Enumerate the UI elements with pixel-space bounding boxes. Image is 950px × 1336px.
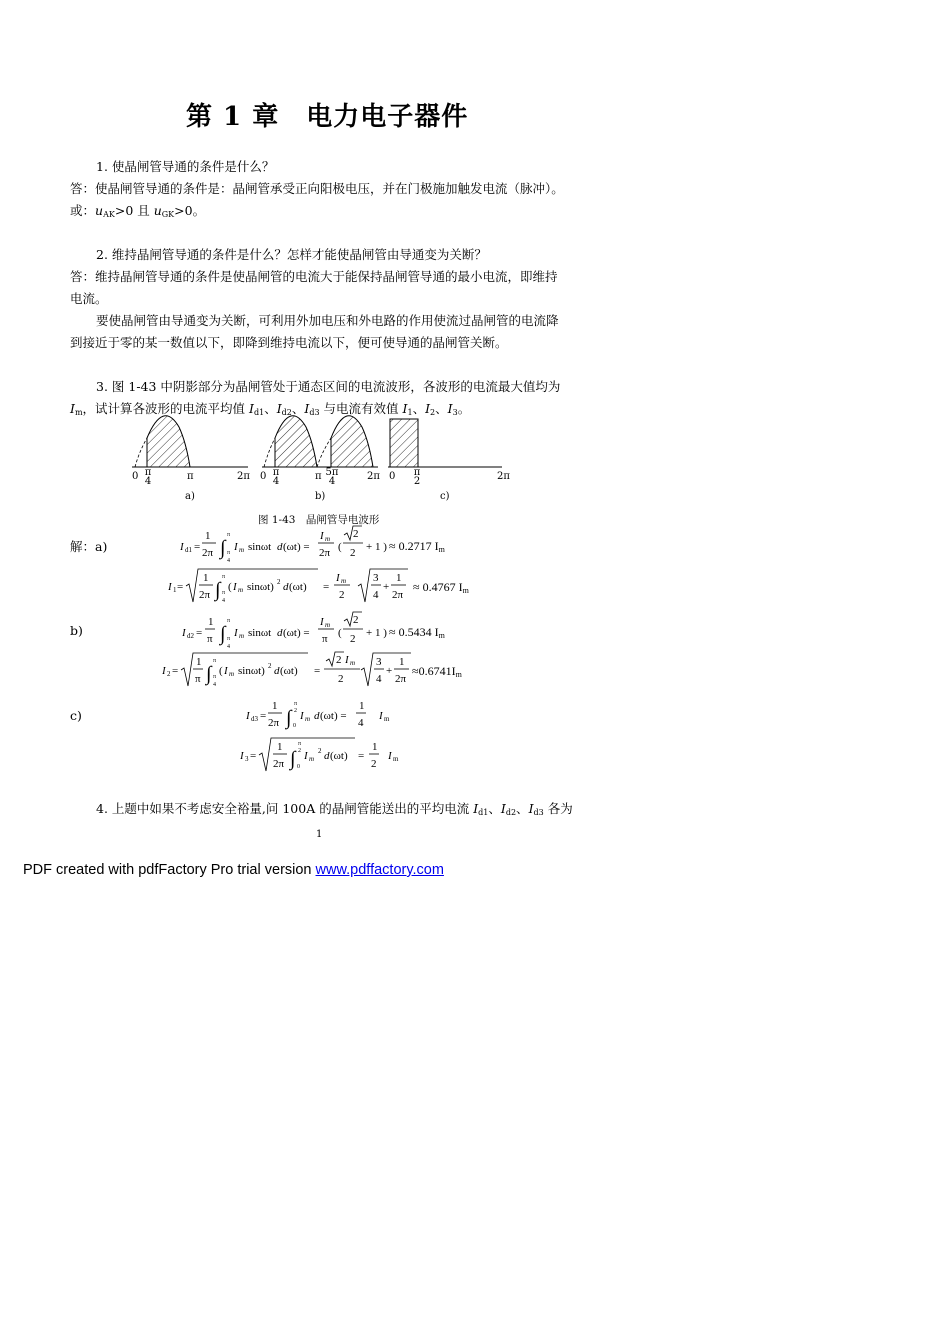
svg-text:I: I: [168, 581, 172, 593]
svg-text:I: I: [304, 750, 308, 762]
tick-a-0: 0: [132, 471, 139, 482]
tick-c-pi2: π 2: [413, 467, 421, 487]
svg-text:=: =: [323, 581, 330, 593]
svg-text:I: I: [233, 581, 237, 593]
svg-text:2: 2: [318, 747, 322, 755]
svg-text:2: 2: [277, 578, 281, 586]
svg-text:3: 3: [373, 572, 379, 584]
tick-c-2pi: 2π: [497, 471, 510, 482]
svg-text:∫: ∫: [286, 707, 292, 729]
footer-text: PDF created with pdfFactory Pro trial version: [23, 862, 316, 878]
tick-a-pi: π: [187, 471, 194, 482]
svg-text:(ωt) =: (ωt) =: [283, 541, 310, 553]
svg-text:2: 2: [268, 662, 272, 670]
svg-text:2π: 2π: [199, 589, 211, 601]
equation-b-rms-result: $\approx 0.6741I_m$: [412, 664, 462, 679]
svg-text:∫: ∫: [220, 537, 226, 559]
svg-text:(ωt): (ωt): [280, 665, 298, 677]
question-3-line1: 3. 图 1-43 中阴影部分为晶闸管处于通态区间的电流波形，各波形的电流最大值均为: [96, 379, 561, 394]
svg-text:I: I: [234, 541, 238, 553]
figure-caption: 图 1-43 晶闸管导电波形: [258, 514, 380, 526]
solution-label-c: c): [70, 708, 82, 723]
svg-text:I: I: [379, 710, 383, 722]
svg-text:π: π: [227, 636, 231, 642]
svg-text:1: 1: [372, 741, 378, 753]
svg-text:1: 1: [272, 700, 278, 712]
svg-text:m: m: [309, 755, 315, 763]
svg-text:(: (: [338, 541, 342, 553]
svg-text:2π: 2π: [273, 758, 285, 770]
svg-text:2: 2: [336, 654, 342, 666]
tick-c-0: 0: [389, 471, 396, 482]
svg-text:I: I: [336, 572, 340, 584]
svg-text:2: 2: [338, 673, 344, 685]
svg-text:m: m: [350, 659, 356, 667]
svg-text:2π: 2π: [395, 673, 407, 685]
svg-text:2: 2: [350, 633, 356, 645]
svg-text:1: 1: [173, 586, 177, 594]
svg-text:+ 1 ): + 1 ): [366, 541, 387, 553]
waveform-c: [388, 419, 502, 467]
question-1: 1. 使晶闸管导通的条件是什么？: [96, 159, 275, 174]
svg-text:I: I: [240, 750, 244, 762]
svg-text:2: 2: [167, 670, 171, 678]
tick-b-pi: π: [315, 471, 322, 482]
svg-text:π: π: [213, 674, 217, 680]
svg-text:π: π: [213, 658, 217, 664]
svg-text:sinωt: sinωt: [248, 627, 272, 639]
svg-text:=: =: [194, 541, 201, 553]
svg-text:+ 1 ): + 1 ): [366, 627, 387, 639]
svg-text:I: I: [300, 710, 304, 722]
svg-text:=: =: [250, 750, 257, 762]
svg-text:d1: d1: [185, 546, 192, 554]
equation-b-average-result: ≈ 0.5434 $I_m$: [389, 625, 445, 640]
waveform-b: [262, 416, 378, 467]
equation-a-rms-result: ≈ 0.4767 $I_m$: [413, 580, 469, 595]
answer-1: 答：使晶闸管导通的条件是：晶闸管承受正向阳极电压，并在门极施加触发电流（脉冲）。: [70, 181, 564, 196]
svg-text:π: π: [322, 633, 328, 645]
svg-text:I: I: [320, 530, 324, 542]
footer-link[interactable]: www.pdffactory.com: [315, 862, 444, 878]
svg-text:=: =: [314, 665, 321, 677]
svg-text:(: (: [219, 665, 223, 677]
svg-text:d: d: [277, 541, 283, 553]
svg-text:3: 3: [376, 656, 382, 668]
svg-text:1: 1: [396, 572, 402, 584]
svg-text:d3: d3: [251, 715, 258, 723]
svg-text:4: 4: [227, 644, 230, 650]
svg-text:4: 4: [222, 598, 225, 604]
svg-text:π: π: [294, 701, 298, 707]
svg-text:2: 2: [294, 708, 297, 714]
svg-text:π: π: [227, 532, 231, 538]
svg-text:1: 1: [208, 616, 214, 628]
svg-text:2: 2: [371, 758, 377, 770]
question-3-line2: $I_m$，试计算各波形的电流平均值 $I_{d1}$、$I_{d2}$、$I_{d3}$ 与电流有效值 $I_1$、$I_2$、$I_3$。: [70, 401, 471, 417]
svg-text:I: I: [224, 665, 228, 677]
svg-text:+: +: [386, 665, 393, 677]
svg-text:2π: 2π: [202, 547, 214, 559]
svg-text:∫: ∫: [215, 579, 221, 601]
svg-text:sinωt): sinωt): [247, 581, 274, 593]
svg-text:0: 0: [297, 764, 300, 770]
svg-text:1: 1: [277, 741, 283, 753]
tick-a-pi4: π 4: [144, 467, 152, 487]
tick-b-2pi: 2π: [367, 471, 380, 482]
panel-label-c: c): [440, 491, 450, 502]
svg-text:m: m: [393, 755, 399, 763]
svg-text:d2: d2: [187, 632, 194, 640]
svg-text:I: I: [180, 541, 184, 553]
svg-text:I: I: [246, 710, 250, 722]
svg-text:2: 2: [298, 748, 301, 754]
svg-text:1: 1: [359, 700, 365, 712]
svg-text:m: m: [239, 546, 245, 554]
svg-text:m: m: [384, 715, 390, 723]
svg-text:+: +: [383, 581, 390, 593]
svg-text:=: =: [196, 627, 203, 639]
page-number: 1: [316, 829, 323, 840]
svg-text:4: 4: [213, 682, 216, 688]
svg-text:m: m: [229, 670, 235, 678]
panel-label-b: b): [315, 491, 326, 502]
svg-text:d: d: [314, 710, 320, 722]
svg-text:d: d: [324, 750, 330, 762]
svg-text:m: m: [341, 577, 347, 585]
equation-c-average: [246, 695, 446, 737]
panel-label-a: a): [185, 491, 195, 502]
svg-text:4: 4: [376, 673, 382, 685]
svg-text:1: 1: [205, 530, 211, 542]
svg-text:=: =: [358, 750, 365, 762]
pdf-footer: [23, 862, 444, 878]
svg-text:d: d: [274, 665, 280, 677]
answer-2-line1: 答：维持晶闸管导通的条件是使晶闸管的电流大于能保持晶闸管导通的最小电流，即维持: [70, 269, 558, 284]
question-2: 2. 维持晶闸管导通的条件是什么？怎样才能使晶闸管由导通变为关断？: [96, 247, 487, 262]
svg-text:2: 2: [353, 528, 359, 540]
equation-a-average-result: ≈ 0.2717 $I_m$: [389, 539, 445, 554]
tick-b-0: 0: [260, 471, 267, 482]
svg-text:I: I: [182, 627, 186, 639]
svg-text:∫: ∫: [290, 748, 296, 770]
waveform-a: [132, 416, 248, 467]
svg-text:=: =: [260, 710, 267, 722]
svg-text:(ωt): (ωt): [330, 750, 348, 762]
svg-text:∫: ∫: [206, 663, 212, 685]
tick-b-5pi4: 5π 4: [325, 467, 339, 487]
svg-text:=: =: [177, 581, 184, 593]
svg-text:1: 1: [196, 656, 202, 668]
svg-text:4: 4: [358, 717, 364, 729]
svg-text:0: 0: [293, 723, 296, 729]
svg-text:π: π: [227, 550, 231, 556]
svg-text:3: 3: [245, 755, 249, 763]
svg-text:π: π: [298, 741, 302, 747]
answer-2-line2: 电流。: [70, 291, 108, 306]
chapter-title: 第 1 章 电力电子器件: [186, 102, 469, 132]
svg-text:I: I: [234, 627, 238, 639]
svg-text:π: π: [222, 590, 226, 596]
svg-text:2π: 2π: [392, 589, 404, 601]
svg-text:2π: 2π: [319, 547, 331, 559]
answer-2-para-line1: 要使晶闸管由导通变为关断，可利用外加电压和外电路的作用使流过晶闸管的电流降: [96, 313, 559, 328]
svg-text:2π: 2π: [268, 717, 280, 729]
tick-b-pi4: π 4: [272, 467, 280, 487]
svg-text:I: I: [345, 654, 349, 666]
answer-2-para-line2: 到接近于零的某一数值以下，即降到维持电流以下，便可使导通的晶闸管关断。: [70, 335, 508, 350]
svg-text:m: m: [325, 535, 331, 543]
solution-label-a: 解：a): [70, 539, 108, 554]
svg-text:(ωt) =: (ωt) =: [283, 627, 310, 639]
svg-text:2: 2: [350, 547, 356, 559]
svg-text:π: π: [195, 673, 201, 685]
svg-text:∫: ∫: [220, 623, 226, 645]
svg-text:(: (: [338, 627, 342, 639]
solution-label-b: b): [70, 623, 83, 638]
svg-text:2: 2: [353, 614, 359, 626]
svg-text:2: 2: [339, 589, 345, 601]
svg-text:d: d: [277, 627, 283, 639]
svg-text:I: I: [388, 750, 392, 762]
svg-text:1: 1: [203, 572, 209, 584]
svg-text:m: m: [305, 715, 311, 723]
svg-text:π: π: [207, 633, 213, 645]
svg-text:d: d: [283, 581, 289, 593]
svg-text:(ωt) =: (ωt) =: [320, 710, 347, 722]
svg-text:I: I: [162, 665, 166, 677]
svg-text:sinωt): sinωt): [238, 665, 265, 677]
svg-text:4: 4: [227, 558, 230, 564]
svg-text:(ωt): (ωt): [289, 581, 307, 593]
svg-text:1: 1: [399, 656, 405, 668]
svg-text:m: m: [239, 632, 245, 640]
tick-a-2pi: 2π: [237, 471, 250, 482]
equation-c-rms: [240, 735, 460, 777]
question-4-line1: 4. 上题中如果不考虑安全裕量,问 100A 的晶闸管能送出的平均电流 $I_{d1}$、$I_{d2}$、$I_{d3}$ 各为: [96, 801, 573, 817]
svg-text:=: =: [172, 665, 179, 677]
svg-text:m: m: [325, 621, 331, 629]
svg-text:π: π: [227, 618, 231, 624]
svg-text:m: m: [238, 586, 244, 594]
svg-text:π: π: [222, 574, 226, 580]
svg-text:(: (: [228, 581, 232, 593]
svg-text:sinωt: sinωt: [248, 541, 272, 553]
svg-text:4: 4: [373, 589, 379, 601]
svg-text:I: I: [320, 616, 324, 628]
answer-1-alt: 或：$u_{AK}>0$ 且 $u_{GK}>0$。: [70, 203, 206, 219]
